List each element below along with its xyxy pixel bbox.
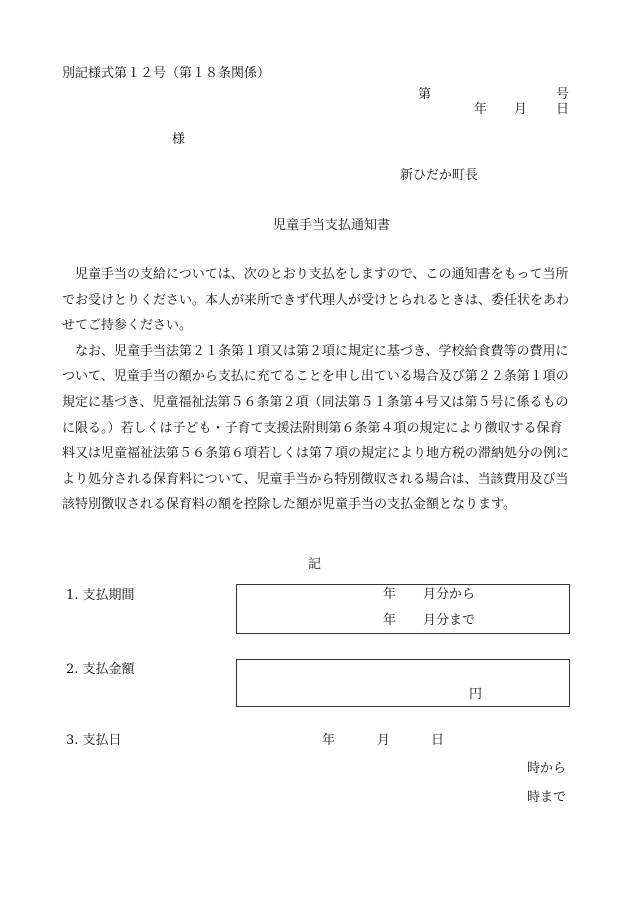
- payment-period-label: 1. 支払期間: [66, 588, 135, 603]
- ki-heading: 記: [308, 557, 322, 572]
- payment-date-label: 3. 支払日: [66, 733, 122, 748]
- body-paragraph-2: なお、児童手当法第２１条第１項又は第２項に規定に基づき、学校給食費等の費用について、児童手当の額から支払に充てることを申し出ている場合及び第２２条第１項の規定に基づき、児童福祉法第５６条第２項（同法第５１条第４号又は第５号に係るものに限る。）若しくは子ども・子育て支援法附則第６条第４項の規定により徴収する保育料又は児童福祉法第５６条第６項若しくは第７項の規定により地方税の滞納処分の例により処分される保育料について、児童手当から特別徴収される場合は、当該費用及び当該特別徴収される保育料の額を控除した額が児童手当の支払金額となります。: [62, 343, 570, 513]
- payment-date-day: 日: [431, 733, 445, 748]
- document-number-suffix: 号: [556, 87, 570, 102]
- body-text: [62, 262, 574, 518]
- amount-currency: 円: [469, 687, 483, 702]
- period-from-month: 月分から: [423, 587, 476, 602]
- date-day-label: 日: [556, 102, 570, 117]
- body-paragraph-1: 児童手当の支給については、次のとおり支払をしますので、この通知書をもって当所でお受けとりください。本人が来所できず代理人が受けとられるときは、委任状をあわせてご持参ください。: [62, 267, 570, 334]
- payment-time-to: 時まで: [527, 790, 567, 805]
- date-month-label: 月: [514, 102, 528, 117]
- period-to-month: 月分まで: [423, 613, 476, 628]
- payment-date-month: 月: [377, 733, 391, 748]
- date-year-label: 年: [474, 102, 488, 117]
- period-from-year: 年: [383, 587, 397, 602]
- recipient-honorific: 様: [172, 132, 186, 147]
- payment-period-box: [236, 584, 570, 634]
- period-to-year: 年: [383, 613, 397, 628]
- payment-amount-label: 2. 支払金額: [66, 662, 135, 677]
- payment-time-from: 時から: [527, 761, 567, 776]
- payment-amount-box: [236, 659, 570, 707]
- issuer-name: 新ひだか町長: [400, 168, 479, 183]
- document-number-prefix: 第: [418, 87, 432, 102]
- document-title: 児童手当支払通知書: [273, 218, 391, 233]
- form-number: 別記様式第１２号（第１８条関係）: [62, 66, 271, 81]
- payment-date-year: 年: [322, 733, 336, 748]
